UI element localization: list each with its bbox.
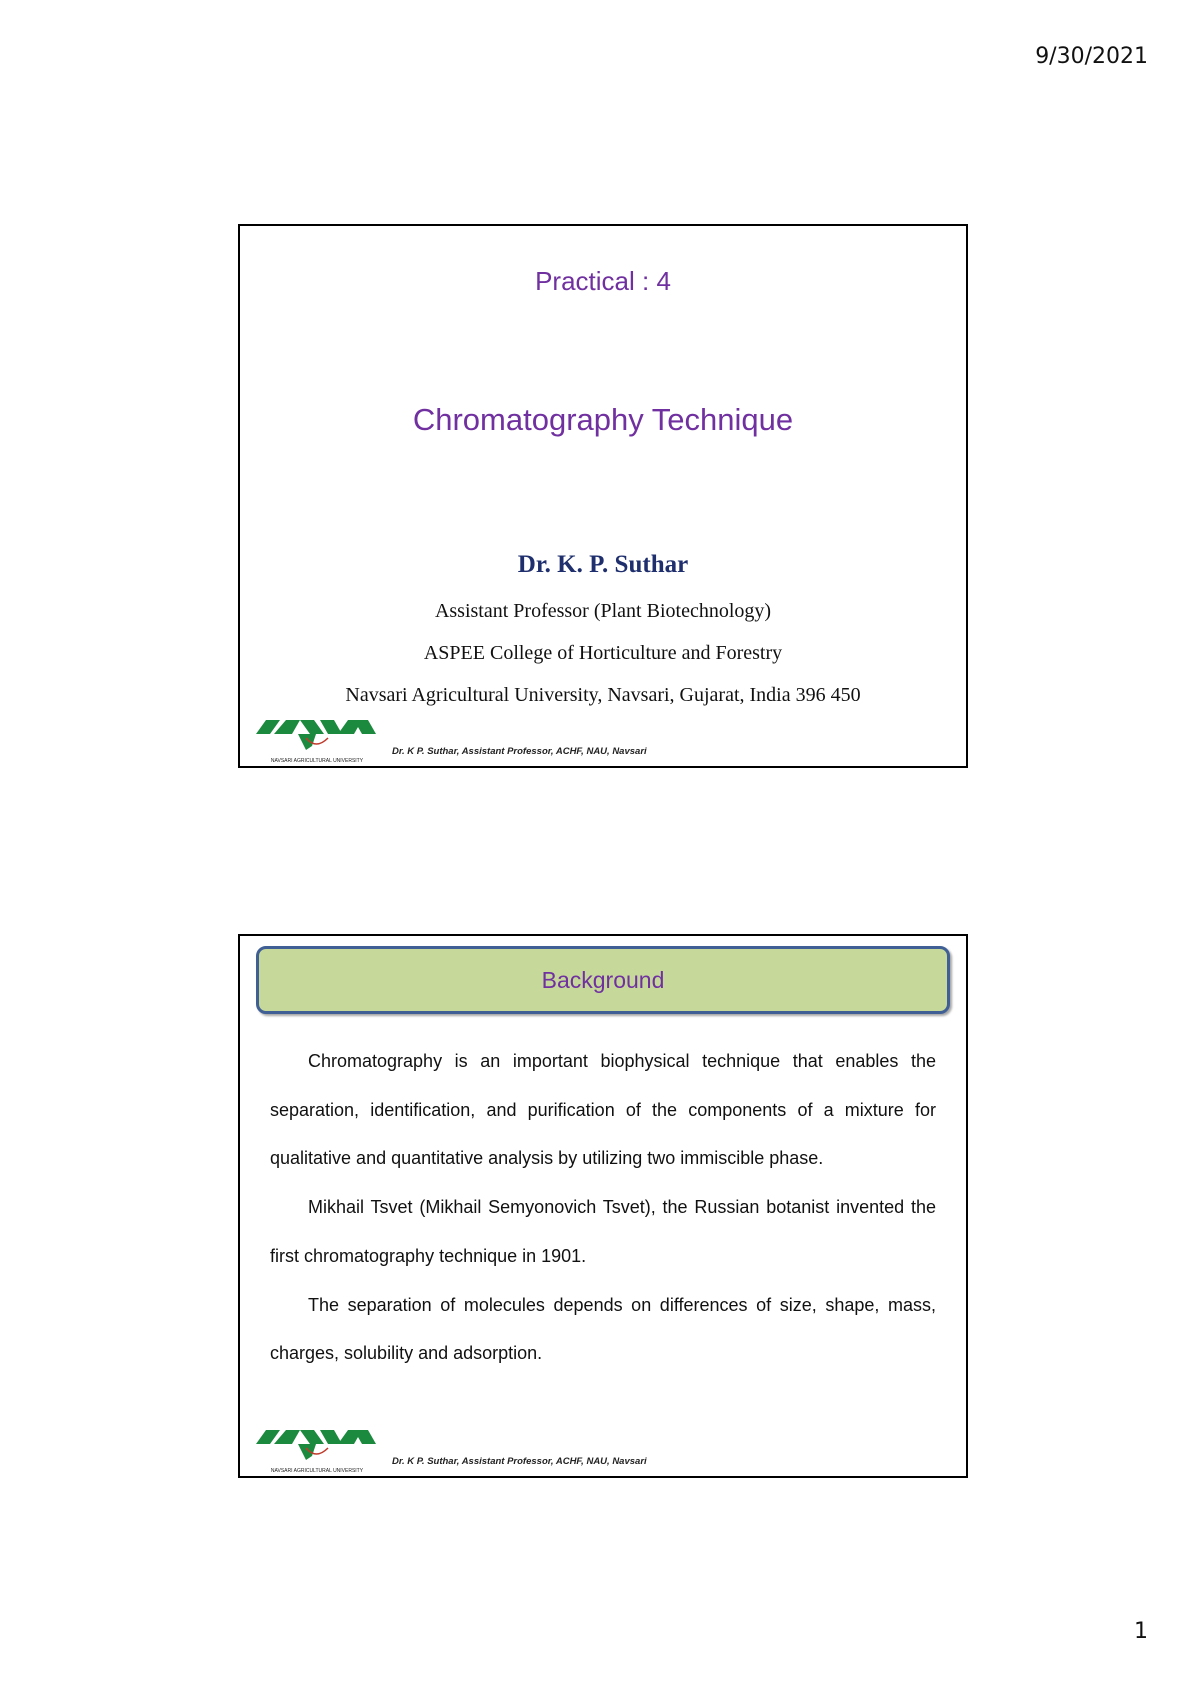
slide-body <box>270 1037 936 1378</box>
slide-heading: Background <box>256 946 950 1014</box>
nau-logo-icon <box>254 712 380 764</box>
svg-text:NAVSARI AGRICULTURAL UNIVERSIT: NAVSARI AGRICULTURAL UNIVERSITY <box>270 1468 364 1474</box>
practical-number: Practical : 4 <box>535 266 671 296</box>
page-number: 1 <box>1134 1619 1148 1644</box>
paragraph-history: Mikhail Tsvet (Mikhail Semyonovich Tsvet), the Russian botanist invented the first chromatography technique in 1901. <box>270 1197 936 1266</box>
author-college: ASPEE College of Horticulture and Forestry <box>423 642 783 664</box>
slide-title: Chromatography Technique <box>412 402 794 437</box>
svg-text:NAVSARI AGRICULTURAL UNIVERSIT: NAVSARI AGRICULTURAL UNIVERSITY <box>270 758 364 764</box>
background-slide <box>238 934 968 1478</box>
title-slide <box>238 224 968 768</box>
paragraph-separation: The separation of molecules depends on differences of size, shape, mass, charges, solubility and adsorption. <box>270 1294 936 1364</box>
author-name: Dr. K. P. Suthar <box>517 551 689 578</box>
author-designation: Assistant Professor (Plant Biotechnology) <box>434 600 772 622</box>
slide-footer-credit: Dr. K P. Suthar, Assistant Professor, ACHF, NAU, Navsari <box>392 1456 647 1467</box>
page-date: 9/30/2021 <box>1035 44 1148 69</box>
author-university: Navsari Agricultural University, Navsari, Gujarat, India 396 450 <box>345 684 861 706</box>
paragraph-definition: Chromatography is an important biophysical technique that enables the separation, identification, and purification of the components of a mixture for qualitative and quantitative analysis by utilizing two immiscible phase. <box>270 1051 936 1169</box>
nau-logo-icon <box>254 1422 380 1474</box>
nau-logo <box>254 712 380 764</box>
nau-logo <box>254 1422 380 1474</box>
slide-footer-credit: Dr. K P. Suthar, Assistant Professor, ACHF, NAU, Navsari <box>392 746 647 757</box>
